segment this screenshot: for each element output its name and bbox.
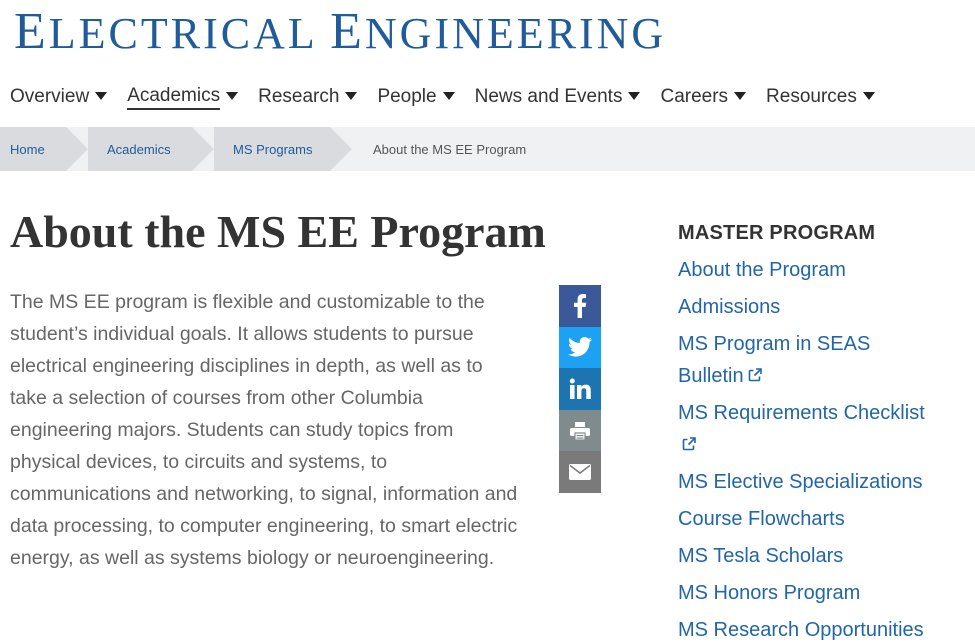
sidebar-link-admissions[interactable] — [678, 291, 968, 323]
sidebar-heading: MASTER PROGRAM — [678, 222, 876, 244]
site-title-word-2 — [330, 3, 667, 60]
sidebar-link-label: MS Elective Specializations — [678, 471, 923, 493]
nav-label: News and Events — [474, 86, 623, 107]
breadcrumb-home[interactable] — [0, 127, 45, 171]
nav-label: Resources — [766, 86, 857, 107]
sidebar-link-tesla-scholars[interactable] — [678, 540, 968, 572]
sidebar-link-label: MS Research Opportunities — [678, 619, 924, 641]
main-nav — [10, 82, 895, 112]
linkedin-icon — [569, 378, 591, 400]
body-paragraph: The MS EE program is flexible and customizable to the student’s individual goals. It allows students to pursue electrical engineering disciplines in depth, as well as to take a selection of courses from other Columbia engineering majors. Students can study topics from physical devices, to circuits and systems, to communications and networking, to signal, information and data processing, to computer engineering, to smart electric energy, as well as systems biology or neuroengineering. — [10, 291, 518, 569]
breadcrumb-chevron-icon — [192, 127, 214, 171]
nav-label: Overview — [10, 86, 90, 107]
caret-down-icon — [443, 92, 455, 100]
sidebar-link-label: MS Tesla Scholars — [678, 545, 844, 567]
site-title-rest: LECTRICAL — [48, 9, 317, 58]
nav-item-research[interactable] — [258, 83, 357, 111]
nav-label: Academics — [127, 85, 220, 110]
sidebar-link-label: MS Requirements Checklist — [678, 402, 925, 424]
caret-down-icon — [226, 92, 238, 100]
twitter-icon — [568, 337, 592, 357]
caret-down-icon — [345, 92, 357, 100]
email-share-button[interactable] — [559, 451, 601, 493]
breadcrumb-academics[interactable] — [97, 127, 171, 171]
site-title-word-1 — [14, 3, 317, 60]
nav-label: Research — [258, 86, 340, 107]
nav-item-people[interactable] — [377, 83, 454, 111]
sidebar-link-elective-specializations[interactable] — [678, 466, 968, 498]
sidebar-link-course-flowcharts[interactable] — [678, 503, 968, 535]
external-link-icon — [748, 368, 762, 382]
breadcrumb-ms-programs[interactable] — [223, 127, 312, 171]
site-title[interactable] — [14, 4, 666, 62]
print-icon — [570, 422, 590, 440]
sidebar-link-about-the-program[interactable] — [678, 254, 968, 286]
twitter-share-button[interactable] — [559, 327, 601, 369]
sidebar-link-label: MS Program in SEAS Bulletin — [678, 333, 871, 387]
caret-down-icon — [734, 92, 746, 100]
external-link-icon — [682, 437, 696, 451]
breadcrumb-chevron-icon — [330, 127, 352, 171]
site-title-cap: E — [330, 3, 365, 60]
sidebar-link-requirements-checklist[interactable] — [678, 397, 948, 461]
nav-label: People — [377, 86, 437, 107]
sidebar-link-research-opportunities[interactable] — [678, 614, 968, 643]
breadcrumb-label: Home — [10, 141, 45, 157]
email-icon — [569, 464, 591, 480]
share-bar — [559, 285, 601, 493]
sidebar-link-label: About the Program — [678, 259, 846, 281]
facebook-share-button[interactable] — [559, 285, 601, 327]
nav-item-news-and-events[interactable] — [475, 83, 641, 111]
sidebar-link-label: MS Honors Program — [678, 582, 861, 604]
sidebar-link-seas-bulletin[interactable] — [678, 328, 908, 392]
breadcrumb — [0, 127, 975, 171]
caret-down-icon — [863, 92, 875, 100]
breadcrumb-label: MS Programs — [233, 141, 313, 157]
caret-down-icon — [628, 92, 640, 100]
linkedin-share-button[interactable] — [559, 368, 601, 410]
print-button[interactable] — [559, 410, 601, 452]
nav-label: Careers — [660, 86, 729, 107]
site-title-cap: E — [14, 3, 49, 60]
sidebar-link-label: Admissions — [678, 296, 781, 318]
nav-item-careers[interactable] — [660, 83, 746, 111]
breadcrumb-current — [363, 127, 526, 171]
breadcrumb-label: Academics — [107, 141, 171, 157]
caret-down-icon — [95, 92, 107, 100]
nav-item-resources[interactable] — [766, 83, 875, 111]
breadcrumb-label: About the MS EE Program — [373, 141, 527, 157]
nav-item-academics[interactable] — [127, 83, 238, 111]
nav-item-overview[interactable] — [10, 83, 107, 111]
site-title-rest: NGINEERING — [364, 9, 667, 58]
sidebar-link-honors-program[interactable] — [678, 577, 968, 609]
facebook-icon — [573, 294, 587, 318]
page-title: About the MS EE Program — [10, 206, 546, 257]
sidebar — [678, 220, 968, 643]
sidebar-link-label: Course Flowcharts — [678, 508, 845, 530]
